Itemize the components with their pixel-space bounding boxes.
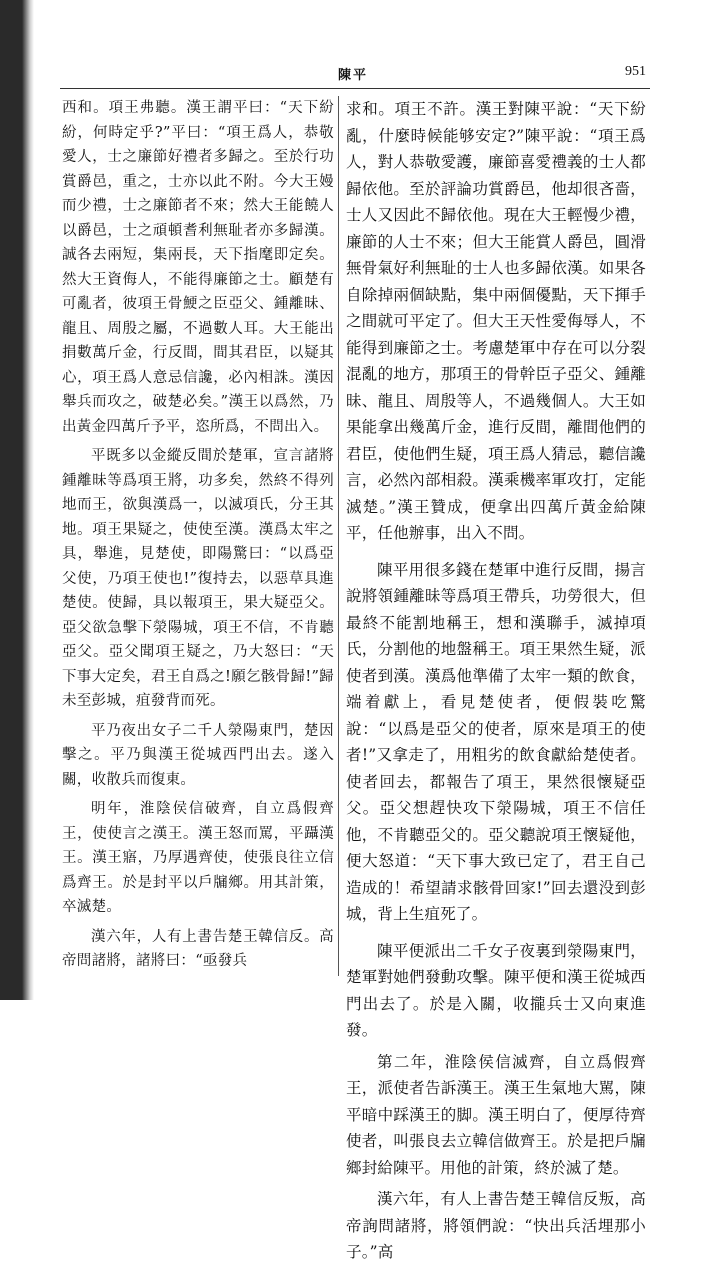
translation-paragraph: 第二年，淮陰侯信滅齊，自立爲假齊王，派使者告訴漢王。漢王生氣地大駡，陳平暗中踩漢王的脚。漢王明白了，便厚待齊使者，叫張良去立韓信做齊王。於是把戶牖鄉封給陳平。用他的計策，終於滅了楚。	[346, 1052, 646, 1177]
translation-paragraph: 漢六年，有人上書告楚王韓信反叛，高帝詢問諸將，將領們說：“快出兵活埋那小子。”高	[346, 1190, 646, 1261]
translation-paragraph: 求和。項王不許。漢王對陳平說：“天下紛亂，什麼時候能够安定?”陳平說：“項王爲人，對人恭敬愛護，廉節喜愛禮義的士人都歸依他。至於評論功賞爵邑，他却很吝嗇，士人又因此不歸依他。現在大王輕慢少禮，廉節的人士不來；但大王能賞人爵邑，圓滑無骨氣好利無耻的士人也多歸依漢。如果各自除掉兩個缺點，集中兩個優點，天下揮手之間就可平定了。但大王天性愛侮辱人，不能得到廉節之士。考慮楚軍中存在可以分裂混亂的地方，那項王的骨幹臣子亞父、鍾離昧、龍且、周殷等人，不過幾個人。大王如果能拿出幾萬斤金，進行反間，離間他們的君臣，使他們生疑，項王爲人猜忌，聽信讒言，必然內部相殺。漢乘機率軍攻打，定能滅楚。”漢王贊成，便拿出四萬斤黃金給陳平，任他辦事，出入不問。	[346, 100, 646, 542]
classical-paragraph: 明年，淮陰侯信破齊，自立爲假齊王，使使言之漢王。漢王怒而罵，平躡漢王。漢王寤，乃厚遇齊使，使張良往立信爲齊王。於是封平以戶牖鄉。用其計策，卒滅楚。	[62, 801, 334, 915]
page-number: 951	[625, 64, 646, 79]
translation-paragraph: 陳平用很多錢在楚軍中進行反間，揚言說將領鍾離昧等爲項王帶兵，功勞很大，但最終不能割地稱王，想和漢聯手，滅掉項氏，分割他的地盤稱王。項王果然生疑，派使者到漢。漢爲他準備了太牢一類的飲食，端着獻上，看見楚使者，便假裝吃驚說：“以爲是亞父的使者，原來是項王的使者!”又拿走了，用粗劣的飲食獻給楚使者。使者回去，都報告了項王，果然很懷疑亞父。亞父想趕快攻下滎陽城，項王不信任他，不肯聽亞父的。亞父聽說項王懷疑他，便大怒道：“天下事大致已定了，君王自己造成的！希望請求骸骨回家!”回去還没到彭城，背上生疽死了。	[346, 560, 646, 923]
classical-text-column	[62, 96, 334, 979]
translation-column	[346, 96, 646, 1271]
classical-paragraph: 西和。項王弗聽。漢王謂平曰：“天下紛紛，何時定乎?”平曰：“項王爲人，恭敬愛人，士之廉節好禮者多歸之。至於行功賞爵邑，重之，士亦以此不附。今大王嫚而少禮，士之廉節者不來；然大王能饒人以爵邑，士之頑頓耆利無耻者亦多歸漢。誠各去兩短，集兩長，天下指麾即定矣。然大王資侮人，不能得廉節之士。顧楚有可亂者，彼項王骨鯁之臣亞父、鍾離昧、龍且、周殷之屬，不過數人耳。大王能出捐數萬斤金，行反間，間其君臣，以疑其心，項王爲人意忌信讒，必內相誅。漢因舉兵而攻之，破楚必矣。”漢王以爲然，乃出黃金四萬斤予平，恣所爲，不問出入。	[62, 100, 334, 435]
classical-paragraph: 平既多以金縱反間於楚軍，宣言諸將鍾離昧等爲項王將，功多矣，然終不得列地而王，欲與漢爲一，以滅項氏，分王其地。項王果疑之，使使至漢。漢爲太牢之具，舉進，見楚使，即陽驚曰：“以爲亞父使，乃項王使也!”復持去，以惡草具進楚使。使歸，具以報項王，果大疑亞父。亞父欲急擊下滎陽城，項王不信，不肯聽亞父。亞父聞項王疑之，乃大怒曰：“天下事大定矣，君王自爲之!願乞骸骨歸!”歸未至彭城，疽發背而死。	[62, 448, 334, 709]
page-header	[60, 64, 650, 84]
header-rule	[60, 88, 650, 89]
classical-paragraph: 漢六年，人有上書告楚王韓信反。高帝問諸將，諸將曰：“亟發兵	[62, 928, 334, 969]
scan-shadow-edge	[0, 0, 34, 1000]
translation-paragraph: 陳平便派出二千女子夜裏到滎陽東門，楚軍對她們發動攻擊。陳平便和漢王從城西門出去了。於是入關，收攏兵士又向東進發。	[346, 941, 646, 1039]
column-divider	[338, 96, 339, 976]
classical-paragraph: 平乃夜出女子二千人滎陽東門，楚因擊之。平乃與漢王從城西門出去。遂入關，收散兵而復東。	[62, 722, 334, 788]
running-title: 陳平	[338, 68, 369, 83]
